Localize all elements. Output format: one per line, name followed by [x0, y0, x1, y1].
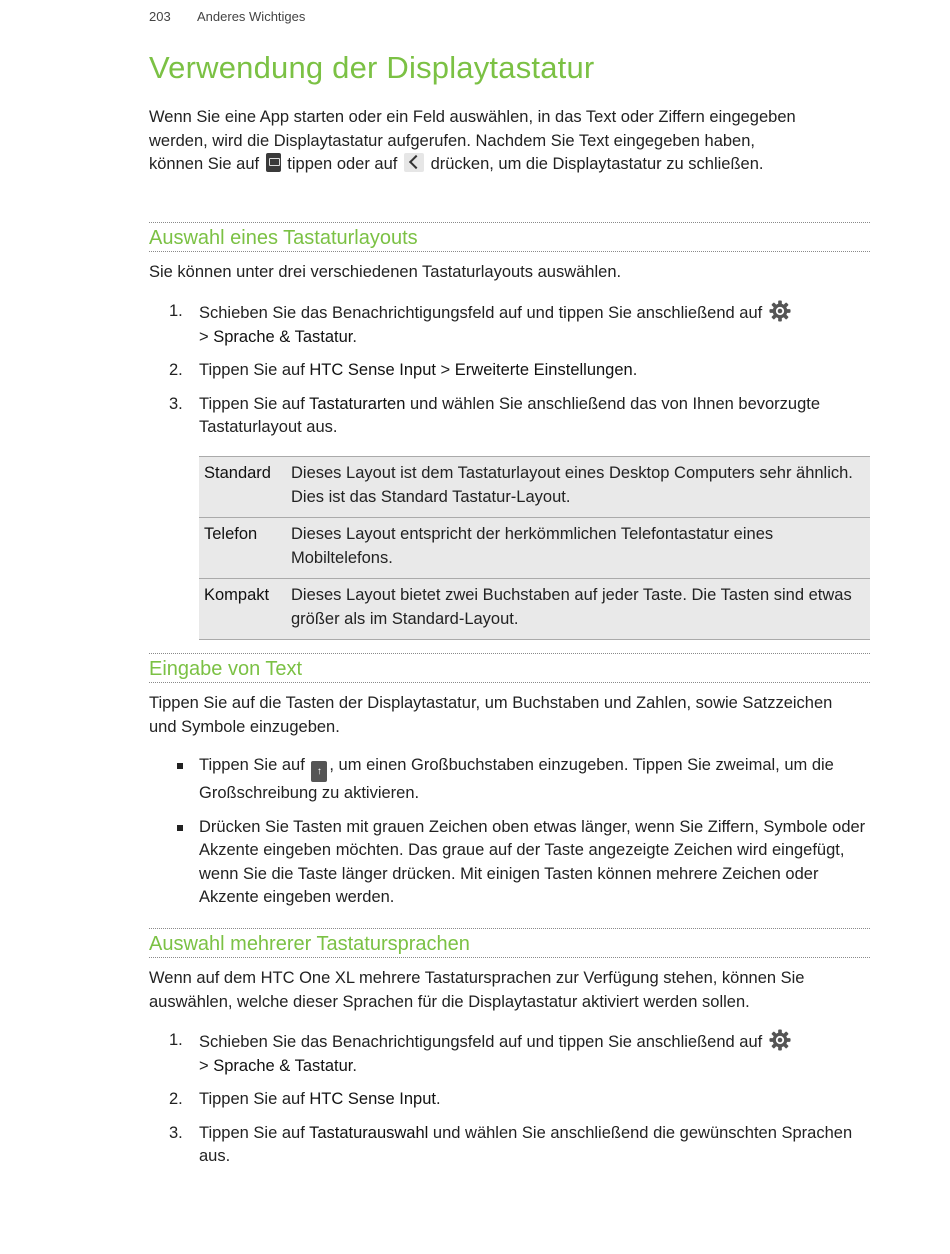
- step-punct: .: [435, 1090, 441, 1108]
- step-number: 1.: [169, 302, 183, 320]
- step-number: 2.: [169, 361, 183, 379]
- settings-gear-icon: [769, 1029, 791, 1051]
- layouts-steps: [149, 300, 870, 440]
- bullet-marker: [177, 763, 183, 769]
- input-bullet-2: [149, 816, 870, 910]
- step-text-end: und wählen Sie anschließend die gewünschten Sprachen aus.: [199, 1123, 853, 1165]
- keyboard-icon: [266, 153, 281, 172]
- intro-text-1: Wenn Sie eine App starten oder ein Feld auswählen, in das Text oder Ziffern eingegeben werden, wird die Displaytastatur aufgerufen. Nachdem Sie Text eingegeben haben, können Sie auf: [149, 108, 796, 173]
- languages-intro: Wenn auf dem HTC One XL mehrere Tastatursprachen zur Verfügung stehen, können Sie auswählen, welche dieser Sprachen für die Displaytastatur aktiviert werden sollen.: [149, 969, 805, 1011]
- bullet-text-end: , um einen Großbuchstaben einzugeben. Tippen Sie zweimal, um die Großschreibung zu aktivieren.: [199, 756, 834, 802]
- table-row: [199, 457, 870, 518]
- step-text: Tippen Sie auf: [199, 394, 305, 413]
- menu-path-language-keyboard: Sprache & Tastatur: [213, 1056, 353, 1075]
- layout-description: Dieses Layout ist dem Tastaturlayout eines Desktop Computers sehr ähnlich. Dies ist das Standard Tastatur-Layout.: [291, 464, 853, 506]
- intro-text-3: drücken, um die Displaytastatur zu schließen.: [430, 155, 764, 173]
- input-bullet-1: [149, 754, 870, 806]
- layouts-intro: Sie können unter drei verschiedenen Tastaturlayouts auswählen.: [149, 263, 622, 281]
- bullet-text: Tippen Sie auf: [199, 756, 305, 774]
- step-text: Schieben Sie das Benachrichtigungsfeld auf und tippen Sie anschließend auf: [199, 1033, 763, 1051]
- menu-path-keyboard-types: Tastaturarten: [309, 394, 406, 413]
- menu-path-keyboard-selection: Tastaturauswahl: [309, 1123, 429, 1142]
- menu-path-advanced-settings: Erweiterte Einstellungen: [454, 361, 633, 379]
- layout-name: Kompakt: [199, 579, 286, 640]
- step-punct: .: [632, 361, 638, 379]
- languages-step-1: [149, 1029, 870, 1078]
- page-number: 203: [149, 9, 171, 24]
- menu-path-htc-sense-input: HTC Sense Input: [309, 1090, 436, 1108]
- layouts-step-3: [149, 393, 870, 440]
- layout-description: Dieses Layout bietet zwei Buchstaben auf jeder Taste. Die Tasten sind etwas größer als im Standard-Layout.: [286, 579, 870, 640]
- languages-step-3: [149, 1122, 870, 1169]
- bullet-marker: [177, 825, 183, 831]
- step-separator: >: [199, 327, 209, 346]
- section-title-input: Eingabe von Text: [149, 653, 870, 683]
- input-intro: Tippen Sie auf die Tasten der Displaytastatur, um Buchstaben und Zahlen, sowie Satzzeichen und Symbole einzugeben.: [149, 694, 833, 736]
- intro-paragraph: [149, 106, 799, 177]
- step-number: 2.: [169, 1090, 183, 1108]
- step-number: 3.: [169, 1123, 183, 1142]
- layout-name: Standard: [204, 464, 271, 482]
- table-row: [199, 579, 870, 640]
- running-head: [149, 9, 305, 24]
- page-title: Verwendung der Displaytastatur: [149, 50, 595, 85]
- step-number: 3.: [169, 394, 183, 413]
- languages-steps: [149, 1029, 870, 1169]
- menu-path-language-keyboard: Sprache & Tastatur: [213, 327, 353, 346]
- layout-description: Dieses Layout entspricht der herkömmlichen Telefontastatur eines Mobiltelefons.: [286, 518, 870, 579]
- keyboard-layouts-table: [199, 456, 870, 640]
- section-title-languages: Auswahl mehrerer Tastatursprachen: [149, 928, 870, 958]
- step-text: Tippen Sie auf: [199, 1123, 305, 1142]
- languages-step-2: [149, 1088, 870, 1112]
- step-text-end: und wählen Sie anschließend das von Ihnen bevorzugte Tastaturlayout aus.: [199, 394, 821, 436]
- step-text: Schieben Sie das Benachrichtigungsfeld auf und tippen Sie anschließend auf: [199, 304, 763, 322]
- settings-gear-icon: [769, 300, 791, 322]
- chapter-name: Anderes Wichtiges: [197, 9, 306, 24]
- step-separator: >: [199, 1056, 209, 1075]
- layouts-step-2: [149, 359, 870, 383]
- step-text: Tippen Sie auf: [199, 1090, 305, 1108]
- step-punct: .: [352, 1056, 357, 1075]
- table-row: [199, 518, 870, 579]
- back-icon: [404, 153, 424, 172]
- section-title-layouts: Auswahl eines Tastaturlayouts: [149, 222, 870, 252]
- layouts-step-1: [149, 300, 870, 349]
- shift-icon: ↑: [311, 761, 327, 782]
- step-text: Tippen Sie auf: [199, 361, 305, 379]
- input-bullets: [149, 754, 870, 910]
- bullet-text: Drücken Sie Tasten mit grauen Zeichen oben etwas länger, wenn Sie Ziffern, Symbole oder Akzente eingeben möchten. Das graue auf der Taste angezeigte Zeichen wird eingefügt, wenn Sie die Taste länger drücken. Mit einigen Tasten können mehrere Zeichen oder Akzente eingeben werden.: [199, 817, 866, 906]
- step-punct: .: [352, 327, 357, 346]
- intro-text-2: tippen oder auf: [287, 155, 398, 173]
- step-separator: >: [440, 361, 451, 379]
- layout-name: Telefon: [199, 518, 286, 579]
- step-number: 1.: [169, 1031, 183, 1049]
- menu-path-htc-sense-input: HTC Sense Input: [309, 361, 436, 379]
